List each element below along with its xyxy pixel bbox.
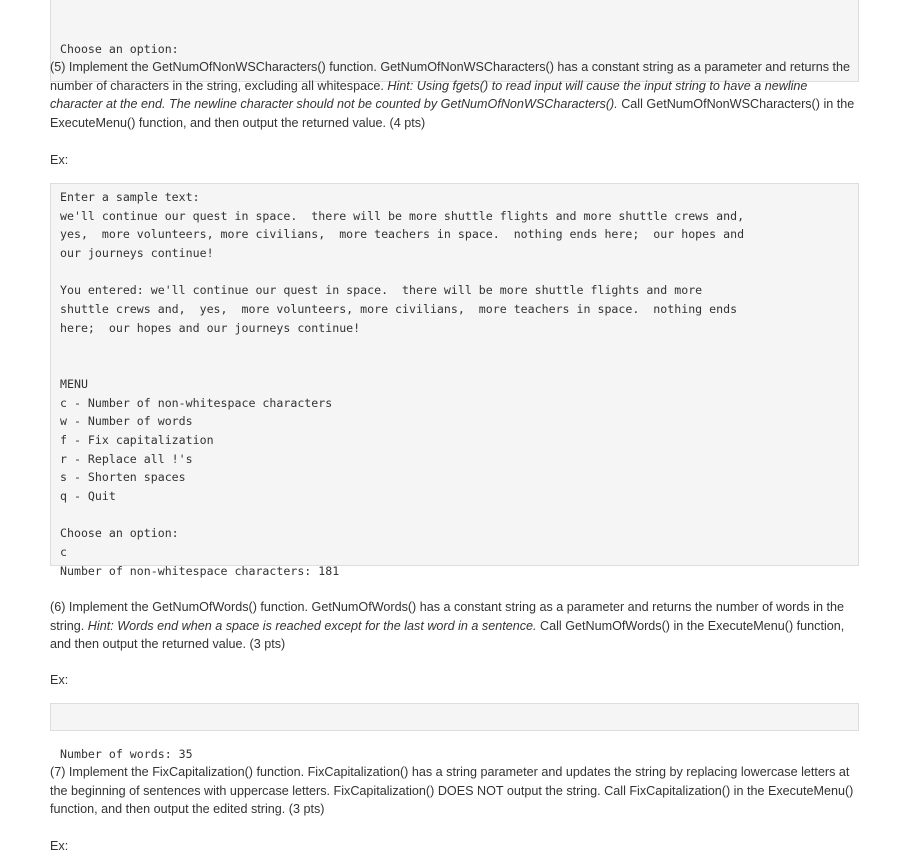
section-6-text-end: Call GetNumOfWords() in the ExecuteMenu() function, and then output the returned value. (3 pts) xyxy=(50,618,845,652)
code-line: q - Quit xyxy=(60,489,116,503)
code-line: You entered: we'll continue our quest in space. there will be more shuttle flights and more xyxy=(60,283,703,298)
code-line: c - Number of non-whitespace characters xyxy=(60,395,333,410)
code-line: we'll continue our quest in space. there will be more shuttle flights and more shuttle crews and, xyxy=(60,208,745,223)
section-5-hint: Using fgets() to read input will cause the input string to have a newline character at the end. The newline character should not be counted by GetNumOfNonWSCharacters(). xyxy=(50,78,808,112)
code-line: Choose an option: xyxy=(60,42,179,57)
section-6-hint: Words end when a space is reached except for the last word in a sentence. xyxy=(113,618,537,633)
section-6-description xyxy=(50,598,860,654)
code-line: Number of non-whitespace characters: 181 xyxy=(60,563,340,578)
section-5-ex-label: Ex: xyxy=(50,153,69,167)
section-7-description: (7) Implement the FixCapitalization() function. FixCapitalization() has a string parameter and updates the string by replacing lowercase letters at the beginning of sentences with uppercase letters. FixCapitalization() DOES NOT output the string. Call FixCapitalization() in the ExecuteMenu() function, and then output the edited string. (3 pts) xyxy=(50,765,854,817)
code-line: shuttle crews and, yes, more volunteers, more civilians, more teachers in space. nothing ends xyxy=(60,302,738,317)
section-7-ex-label: Ex: xyxy=(50,839,69,853)
code-line: Choose an option: xyxy=(60,526,179,541)
code-line: r - Replace all !'s xyxy=(60,451,193,466)
code-line: MENU xyxy=(60,376,88,391)
section-6-ex-label: Ex: xyxy=(50,673,69,687)
section-5-description xyxy=(50,58,860,133)
code-line xyxy=(60,263,850,282)
section-5-hint-label: Hint: xyxy=(387,78,414,93)
code-block-section-6 xyxy=(50,703,859,762)
code-line: yes, more volunteers, more civilians, more teachers in space. nothing ends here; our hopes and xyxy=(60,227,745,242)
code-line: Number of words: 35 xyxy=(60,747,193,762)
code-block-section-5 xyxy=(50,183,859,578)
code-line: our journeys continue! xyxy=(60,246,214,261)
section-5-text-end: Call GetNumOfNonWSCharacters() in the ExecuteMenu() function, and then output the returned value. (4 pts) xyxy=(50,97,855,131)
code-line xyxy=(60,506,850,525)
code-line: c xyxy=(60,545,67,560)
code-line xyxy=(60,338,850,357)
code-line: f - Fix capitalization xyxy=(60,432,214,447)
code-line: Enter a sample text: xyxy=(60,190,200,204)
section-6-hint-label: Hint: xyxy=(87,618,114,633)
code-line: w - Number of words xyxy=(60,414,193,429)
code-line xyxy=(60,356,850,375)
section-6-text: (6) Implement the GetNumOfWords() function. GetNumOfWords() has a constant string as a parameter and returns the number of words in the string. xyxy=(50,600,844,633)
code-line: here; our hopes and our journeys continue! xyxy=(60,320,361,335)
code-line: s - Shorten spaces xyxy=(60,470,186,485)
section-5-text: (5) Implement the GetNumOfNonWSCharacters() function. GetNumOfNonWSCharacters() has a constant string as a parameter and returns the number of characters in the string, excluding all whitespace. xyxy=(50,60,851,93)
